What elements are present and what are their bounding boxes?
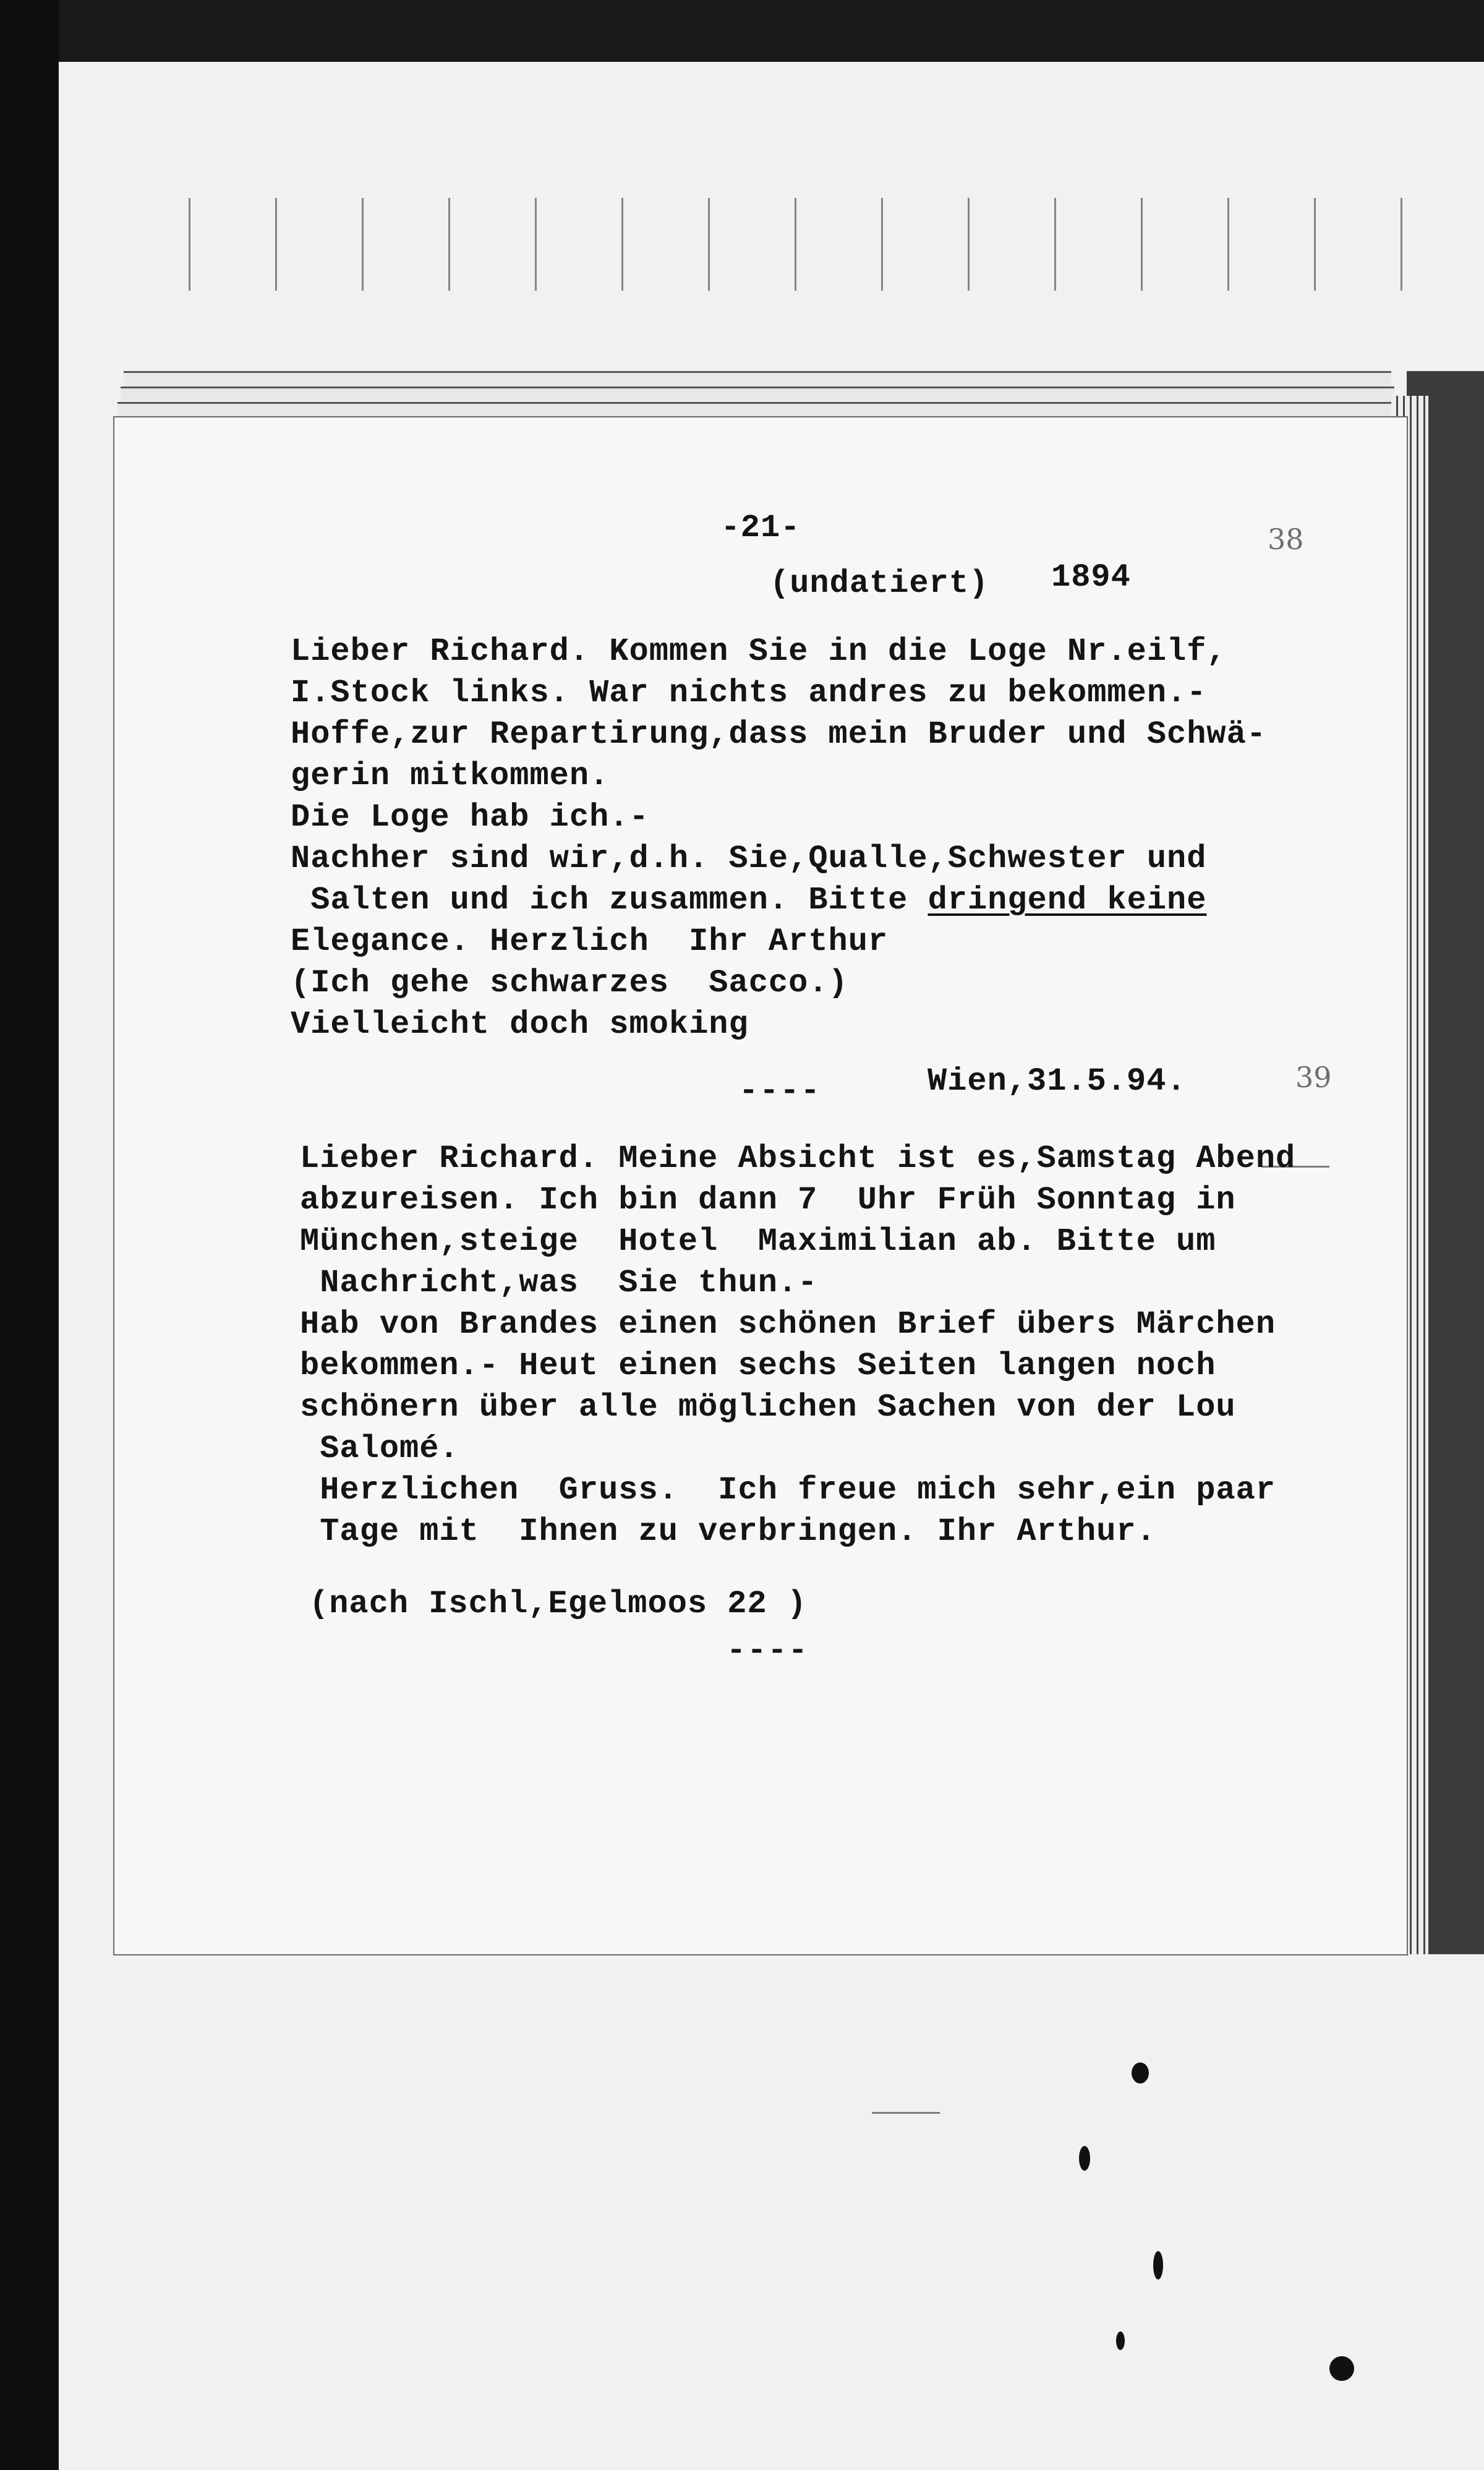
letter1-date-note: (undatiert) bbox=[770, 565, 989, 602]
letter1-line-7-text: Salten und ich zusammen. Bitte bbox=[291, 882, 928, 918]
ink-spot bbox=[1329, 2356, 1354, 2381]
page-number: -21- bbox=[720, 510, 801, 546]
folio-number-39: 39 bbox=[1295, 1061, 1332, 1094]
letter1-line-2: I.Stock links. War nichts andres zu bekommen.- bbox=[291, 675, 1207, 711]
letter1-line-3: Hoffe,zur Repartirung,dass mein Bruder und Schwä- bbox=[291, 716, 1267, 753]
letter1-line-9: (Ich gehe schwarzes Sacco.) bbox=[291, 965, 848, 1001]
ink-spot bbox=[1132, 2062, 1149, 2083]
letter2-line-10: Tage mit Ihnen zu verbringen. Ihr Arthur. bbox=[300, 1513, 1156, 1550]
typed-letter-page bbox=[114, 417, 1407, 1954]
letter2-line-1: Lieber Richard. Meine Absicht ist es,Samstag Abend bbox=[300, 1140, 1296, 1177]
letter2-line-4: Nachricht,was Sie thun.- bbox=[300, 1265, 818, 1301]
letter2-line-5: Hab von Brandes einen schönen Brief übers Märchen bbox=[300, 1306, 1276, 1343]
letter2-line-6: bekommen.- Heut einen sechs Seiten langen noch bbox=[300, 1348, 1216, 1384]
letter1-line-8: Elegance. Herzlich Ihr Arthur bbox=[291, 923, 889, 960]
letter1-line-6: Nachher sind wir,d.h. Sie,Qualle,Schwester und bbox=[291, 840, 1207, 877]
letter1-line-7 bbox=[291, 879, 1206, 921]
letter2-line-3: München,steige Hotel Maximilian ab. Bitte um bbox=[300, 1223, 1216, 1260]
letter2-line-2: abzureisen. Ich bin dann 7 Uhr Früh Sonntag in bbox=[300, 1182, 1236, 1218]
letter1-line-10: Vielleicht doch smoking bbox=[291, 1006, 749, 1043]
folio-number-38: 38 bbox=[1268, 523, 1304, 556]
letter1-line-4: gerin mitkommen. bbox=[291, 758, 610, 794]
letter1-underlined-phrase: dringend keine bbox=[927, 882, 1207, 918]
ink-spot bbox=[1153, 2251, 1163, 2280]
letter1-line-5: Die Loge hab ich.- bbox=[291, 799, 649, 835]
letter2-line-9: Herzlichen Gruss. Ich freue mich sehr,ein paar bbox=[300, 1472, 1276, 1508]
letter2-line-7: schönern über alle möglichen Sachen von der Lou bbox=[300, 1389, 1236, 1425]
letter2-line-8: Salomé. bbox=[300, 1430, 459, 1467]
folder-pencil-mark bbox=[872, 2112, 940, 2114]
letter1-line-1: Lieber Richard. Kommen Sie in die Loge Nr.eilf, bbox=[291, 633, 1227, 670]
letter2-place-date: Wien,31.5.94. bbox=[927, 1063, 1187, 1100]
letter2-separator: ---- bbox=[727, 1633, 809, 1669]
ink-spot bbox=[1116, 2331, 1125, 2350]
folder-edge-marks bbox=[151, 198, 1484, 291]
scan-border-left bbox=[0, 0, 59, 2470]
letter2-address-note: (nach Ischl,Egelmoos 22 ) bbox=[309, 1586, 808, 1622]
letter1-year: 1894 bbox=[1051, 559, 1131, 596]
ink-spot bbox=[1079, 2146, 1090, 2171]
letter1-separator: ---- bbox=[739, 1073, 821, 1109]
